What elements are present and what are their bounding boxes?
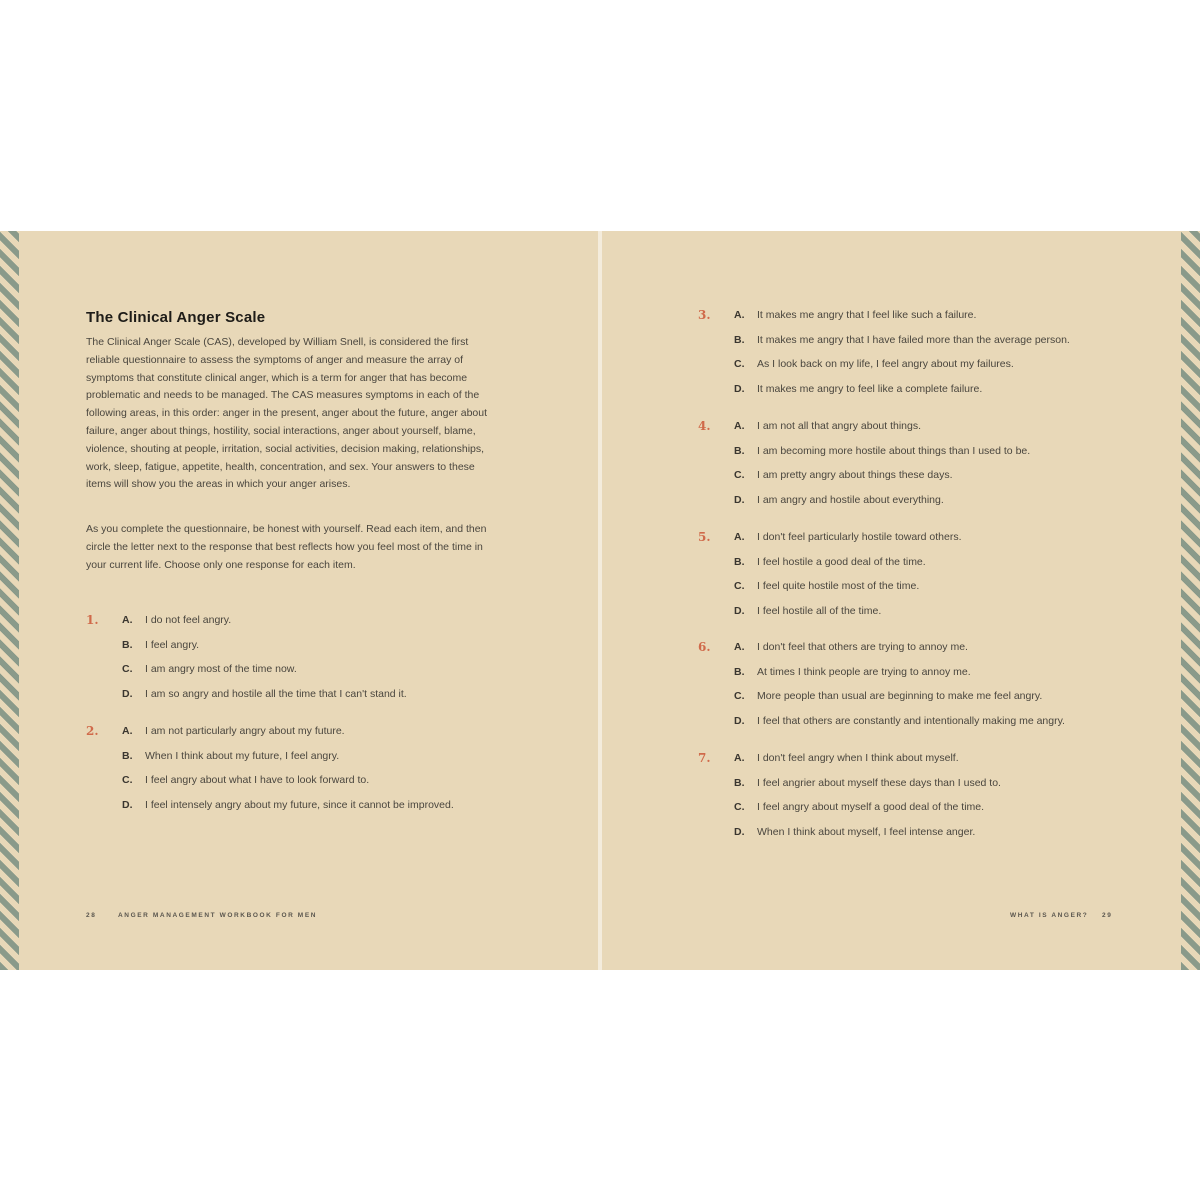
left-edge-stripe [0,231,19,970]
option-b[interactable]: B. When I think about my future, I feel angry. [122,749,340,762]
option-b[interactable]: B. It makes me angry that I have failed more than the average person. [734,333,1070,346]
intro-paragraph: The Clinical Anger Scale (CAS), developed by William Snell, is considered the first reliable questionnaire to assess the symptoms of anger and measure the array of symptoms that constitute clinical anger, which is a term for anger that has become problematic and needs to be managed. The CAS measures symptoms in each of the following areas, in this order: anger in the present, anger about the future, anger about failure, anger about things, hostility, social interactions, anger about yourself, blame, violence, shouting at people, irritation, social activities, decision making, relationships, work, sleep, fatigue, appetite, health, concentration, and sex. Your answers to these items will show you the areas in which your anger arises. [86,336,488,491]
option-c[interactable]: C. I feel angry about myself a good deal of the time. [734,801,985,813]
option-c[interactable]: C. I feel quite hostile most of the time. [734,580,920,592]
option-c[interactable]: C. More people than usual are beginning to make me feel angry. [734,690,1043,702]
option-d[interactable]: D. I feel that others are constantly and intentionally making me angry. [734,714,1065,727]
book-spread [0,231,1200,970]
option-d[interactable]: D. I am so angry and hostile all the time that I can't stand it. [122,687,407,700]
option-c[interactable]: C. I feel angry about what I have to look forward to. [122,774,370,786]
option-a[interactable]: A. I don't feel particularly hostile toward others. [734,531,962,543]
option-c[interactable]: C. I am pretty angry about things these days. [734,469,953,481]
option-b[interactable]: B. I am becoming more hostile about things than I used to be. [734,444,1031,457]
option-b[interactable]: B. At times I think people are trying to annoy me. [734,665,971,678]
option-a[interactable]: A. I do not feel angry. [122,614,232,626]
option-b[interactable]: B. I feel angry. [122,638,200,651]
folio-page-number: 28 [86,912,97,919]
question-number: 2. [86,724,99,738]
question-number: 6. [698,640,711,654]
option-a[interactable]: A. It makes me angry that I feel like such a failure. [734,309,977,321]
option-c[interactable]: C. I am angry most of the time now. [122,663,297,675]
option-d[interactable]: D. It makes me angry to feel like a complete failure. [734,382,983,395]
question-number: 7. [698,751,711,765]
option-b[interactable]: B. I feel hostile a good deal of the time. [734,555,926,568]
option-d[interactable]: D. I feel hostile all of the time. [734,604,882,617]
option-a[interactable]: A. I don't feel angry when I think about myself. [734,752,959,764]
question-number: 5. [698,530,711,544]
option-d[interactable]: D. I am angry and hostile about everything. [734,493,944,506]
right-page [602,231,1200,970]
instructions-paragraph: As you complete the questionnaire, be honest with yourself. Read each item, and then circle the letter next to the response that best reflects how you feel most of the time in your current life. Choose only one response for each item. [86,523,487,571]
option-b[interactable]: B. I feel angrier about myself these days than I used to. [734,776,1001,789]
right-edge-stripe [1181,231,1200,970]
option-d[interactable]: D. I feel intensely angry about my future, since it cannot be improved. [122,798,454,811]
option-a[interactable]: A. I am not all that angry about things. [734,420,922,432]
option-c[interactable]: C. As I look back on my life, I feel angry about my failures. [734,358,1014,370]
question-number: 3. [698,308,711,322]
folio-running-head: ANGER MANAGEMENT WORKBOOK FOR MEN [118,912,318,919]
option-a[interactable]: A. I don't feel that others are trying to annoy me. [734,641,968,653]
option-a[interactable]: A. I am not particularly angry about my future. [122,725,345,737]
page-title: The Clinical Anger Scale [86,309,266,326]
left-page [0,231,598,970]
question-number: 1. [86,613,99,627]
question-number: 4. [698,419,711,433]
option-d[interactable]: D. When I think about myself, I feel intense anger. [734,825,976,838]
folio-running-head: WHAT IS ANGER? [1010,912,1089,919]
folio-page-number: 29 [1102,912,1113,919]
